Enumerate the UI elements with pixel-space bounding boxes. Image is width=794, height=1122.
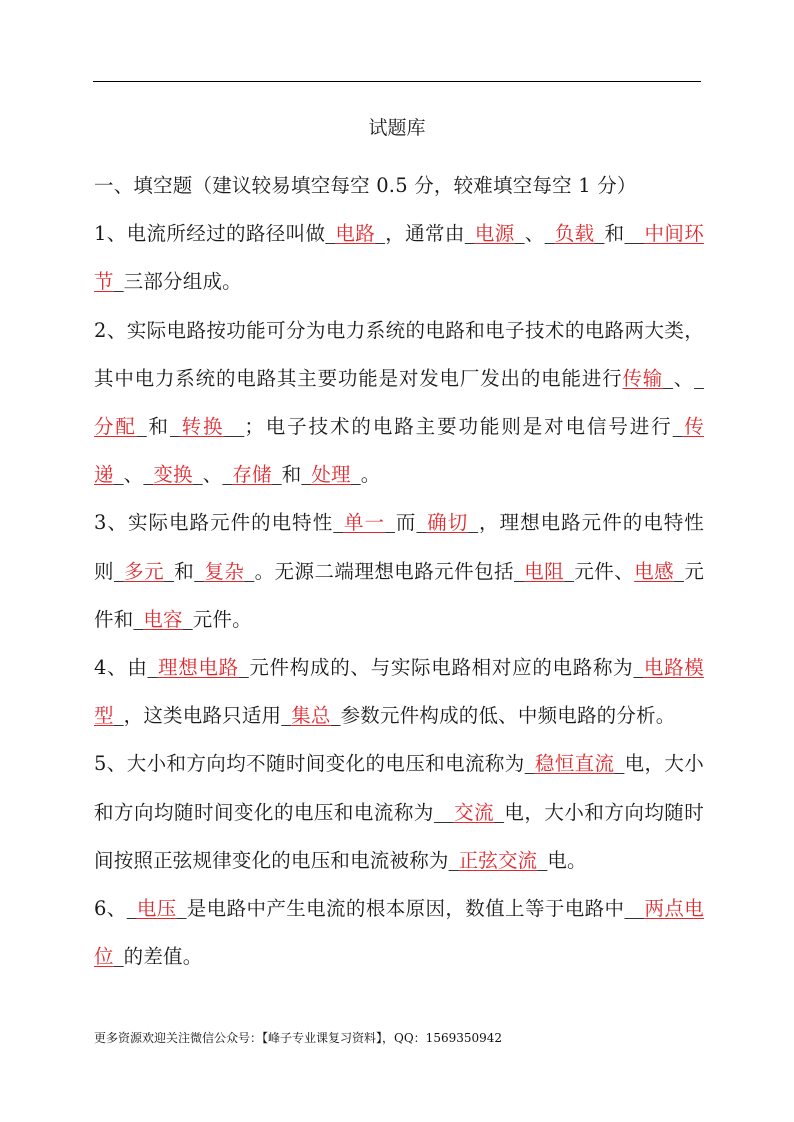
- answer-blank: 多元: [123, 559, 165, 583]
- blank-underline: [465, 222, 475, 245]
- blank-underline: [148, 656, 158, 679]
- blank-underline: [434, 801, 454, 824]
- answer-blank: 电感: [634, 559, 675, 583]
- answer-blank: 传递: [94, 415, 705, 487]
- blank-underline: [624, 222, 644, 245]
- blank-underline: [515, 222, 525, 245]
- blank-underline: [137, 415, 147, 438]
- question-2: [94, 307, 704, 500]
- blank-underline: [325, 222, 335, 245]
- blank-underline: [449, 849, 459, 872]
- question-text: 是电路中产生电流的根本原因，数值上等于电路中: [186, 897, 625, 921]
- answer-blank: 正弦交流: [458, 848, 538, 872]
- question-text: ，理想电路元件的电特性则: [94, 511, 705, 583]
- document-body: [94, 162, 704, 981]
- answer-blank: 交流: [453, 800, 495, 824]
- question-5: [94, 740, 704, 885]
- blank-underline: [537, 849, 547, 872]
- answer-blank: 电压: [136, 897, 177, 921]
- blank-underline: [673, 415, 683, 438]
- answer-blank: 传输: [622, 366, 664, 390]
- question-text: 、: [673, 366, 695, 390]
- blank-underline: [633, 656, 643, 679]
- question-text: 电。: [547, 848, 587, 872]
- answer-blank: 分配: [94, 415, 137, 439]
- question-text: 。: [360, 463, 381, 487]
- blank-underline: [694, 367, 704, 390]
- blank-underline: [222, 463, 232, 486]
- question-text: ，这类电路只适用: [123, 704, 282, 728]
- question-text: 6、: [94, 897, 127, 921]
- blank-underline: [385, 511, 395, 534]
- blank-underline: [545, 222, 555, 245]
- answer-blank: 两点电位: [94, 897, 705, 969]
- answer-blank: 集总: [291, 704, 331, 728]
- question-text: 而: [395, 511, 417, 535]
- blank-underline: [351, 463, 361, 486]
- blank-underline: [133, 608, 143, 631]
- question-text: 元件。: [192, 607, 252, 631]
- question-text: 和: [604, 222, 625, 246]
- answer-blank: 理想电路: [157, 656, 239, 680]
- answer-blank: 负载: [554, 222, 595, 246]
- blank-underline: [239, 656, 249, 679]
- answer-blank: 存储: [232, 463, 272, 487]
- answer-blank: 电源: [474, 222, 515, 246]
- blank-underline: [114, 560, 124, 583]
- blank-underline: [624, 897, 644, 920]
- blank-underline: [564, 560, 574, 583]
- blank-underline: [514, 560, 524, 583]
- blank-underline: [244, 560, 254, 583]
- blank-underline: [114, 270, 124, 293]
- question-text: 三部分组成。: [123, 270, 242, 294]
- answer-blank: 处理: [311, 463, 351, 487]
- blank-underline: [674, 560, 684, 583]
- blank-underline: [281, 704, 291, 727]
- blank-underline: [114, 463, 124, 486]
- answer-blank: 确切: [426, 511, 469, 535]
- section-heading: 一、填空题（建议较易填空每空 0.5 分，较难填空每空 1 分）: [94, 174, 637, 197]
- question-text: 、: [123, 463, 144, 487]
- answer-blank: 电阻: [523, 559, 565, 583]
- blank-underline: [127, 897, 137, 920]
- answer-blank: 电路模型: [94, 656, 704, 728]
- answer-blank: 稳恒直流: [534, 752, 615, 776]
- blank-underline: [614, 752, 624, 775]
- header-rule: [93, 81, 701, 82]
- blank-underline: [331, 704, 341, 727]
- answer-blank: 中间环节: [94, 222, 704, 294]
- question-text: 元件构成的、与实际电路相对应的电路称为: [248, 656, 634, 680]
- question-text: 4、由: [94, 656, 148, 680]
- blank-underline: [177, 897, 187, 920]
- blank-underline: [164, 560, 174, 583]
- blank-underline: [224, 415, 244, 438]
- blank-underline: [301, 463, 311, 486]
- answer-blank: 电容: [143, 607, 183, 631]
- blank-underline: [663, 367, 673, 390]
- blank-underline: [194, 560, 204, 583]
- question-text: 元件、: [574, 559, 635, 583]
- answer-blank: 转换: [179, 415, 225, 439]
- blank-underline: [170, 415, 180, 438]
- blank-underline: [375, 222, 385, 245]
- question-6: [94, 885, 704, 981]
- question-text: 2、实际电路按功能可分为电力系统的电路和电子技术的电路两大类，其中电力系统的电路其主要功能是对发电厂发出的电能进行: [94, 318, 704, 390]
- question-text: ；电子技术的电路主要功能则是对电信号进行: [244, 415, 673, 439]
- blank-underline: [193, 463, 203, 486]
- answer-blank: 单一: [343, 511, 386, 535]
- question-4: [94, 644, 704, 740]
- question-text: 、: [202, 463, 223, 487]
- footer-note: 更多资源欢迎关注微信公众号：【峰子专业课复习资料】，QQ：1569350942: [94, 1031, 503, 1045]
- blank-underline: [594, 222, 604, 245]
- question-text: 电，大小和方向均随时间按照正弦规律变化的电压和电流被称为: [94, 800, 705, 872]
- answer-blank: 电路: [335, 222, 376, 246]
- blank-underline: [114, 704, 124, 727]
- blank-underline: [525, 752, 535, 775]
- page-title: 试题库: [368, 117, 426, 139]
- blank-underline: [494, 801, 504, 824]
- blank-underline: [183, 608, 193, 631]
- blank-underline: [416, 511, 426, 534]
- blank-underline: [114, 945, 124, 968]
- blank-underline: [333, 511, 343, 534]
- question-1: [94, 210, 704, 306]
- blank-underline: [468, 511, 478, 534]
- question-text: 3、实际电路元件的电特性: [94, 511, 334, 535]
- blank-underline: [272, 463, 282, 486]
- answer-blank: 复杂: [204, 559, 245, 583]
- question-text: 和: [174, 559, 195, 583]
- question-text: 和: [146, 415, 170, 439]
- question-text: 。无源二端理想电路元件包括: [254, 559, 514, 583]
- question-text: 的差值。: [123, 945, 203, 969]
- question-text: 和: [281, 463, 302, 487]
- question-text: 1、电流所经过的路径叫做: [94, 222, 326, 246]
- question-3: [94, 499, 704, 644]
- question-text: 电，大小和方向均随时间变化的电压和电流称为: [94, 752, 704, 824]
- question-text: 、: [524, 222, 545, 246]
- question-text: 5、大小和方向均不随时间变化的电压和电流称为: [94, 752, 525, 776]
- question-text: ，通常由: [385, 222, 465, 246]
- blank-underline: [143, 463, 153, 486]
- answer-blank: 变换: [153, 463, 193, 487]
- question-text: 参数元件构成的低、中频电路的分析。: [340, 704, 676, 728]
- question-text: 元件和: [94, 559, 705, 631]
